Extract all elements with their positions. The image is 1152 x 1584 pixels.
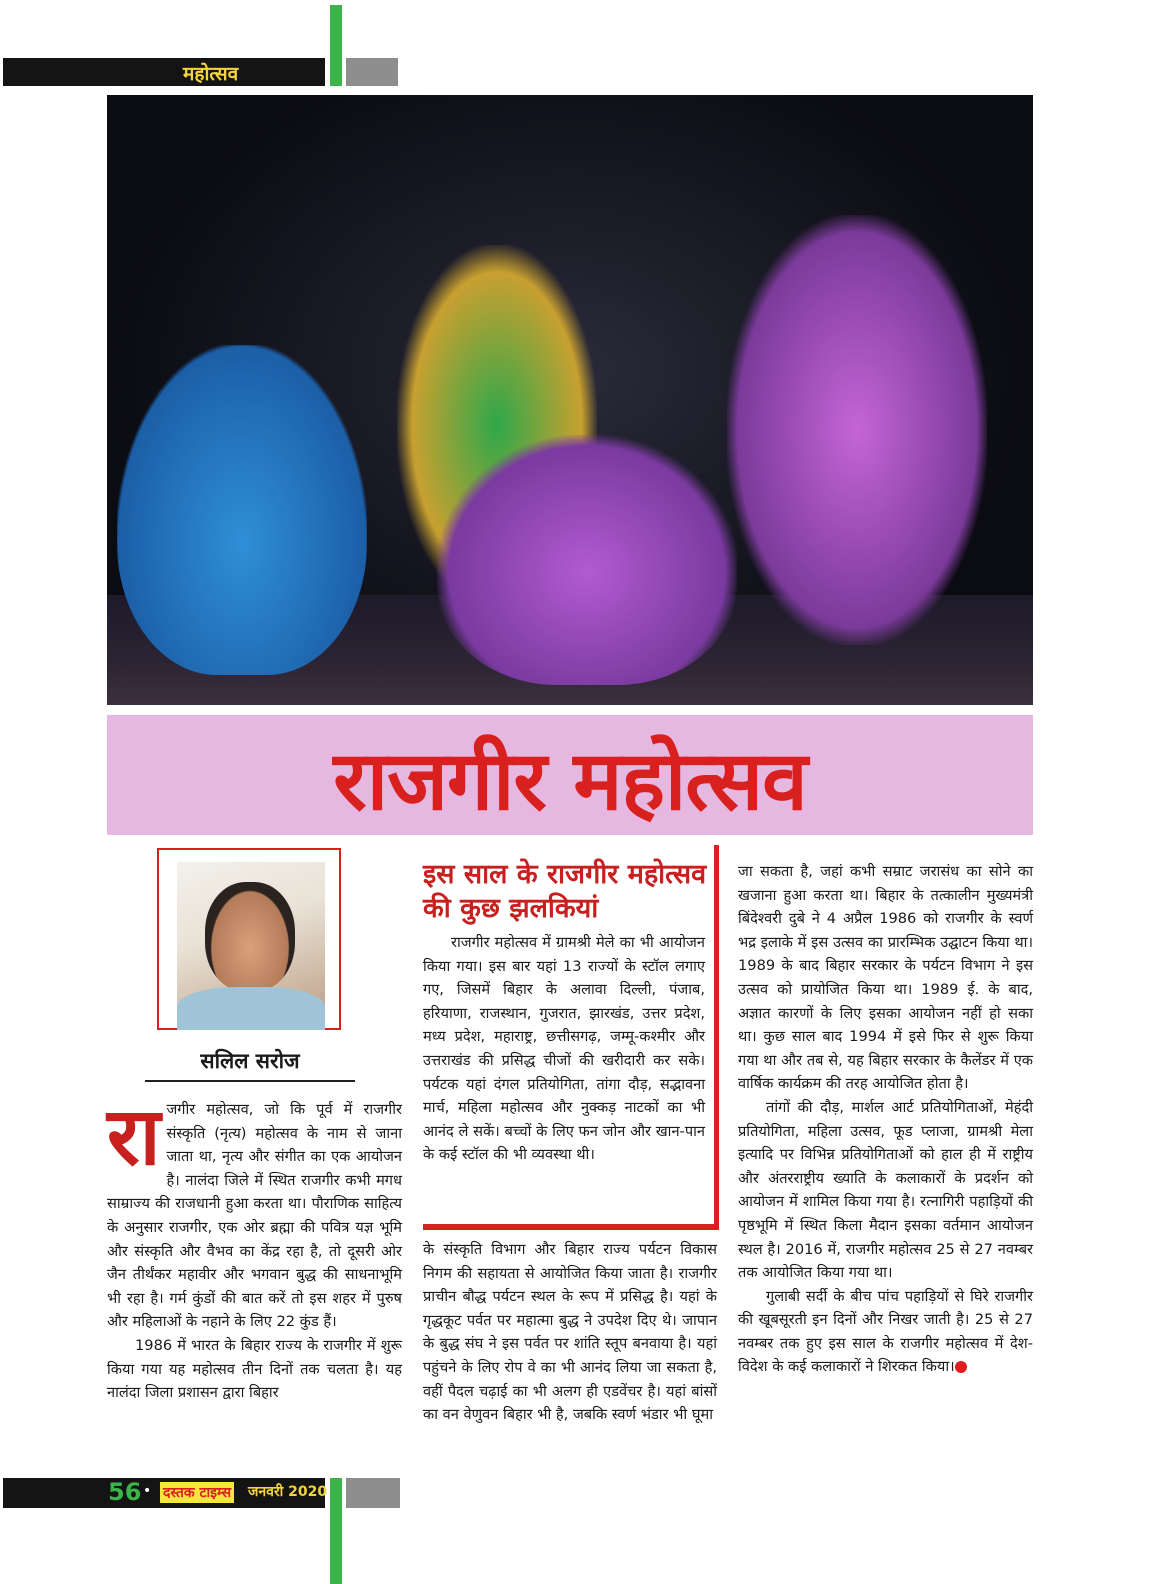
paragraph: जा सकता है, जहां कभी सम्राट जरासंध का सोने का खजाना हुआ करता था। बिहार के तत्कालीन मुख्यमंत्री बिंदेश्वरी दुबे ने 4 अप्रैल 1986 को राजगीर के स्वर्ण भद्र इलाके में इस उत्सव का प्रारम्भिक उद्घाटन किया था। 1989 के बाद बिहार सरकार के पर्यटन विभाग ने इस उत्सव को प्रायोजित किया था। 1989 ई. के बाद, अज्ञात कारणों के लिए इसका आयोजन नहीं हो सका था। कुछ साल बाद 1994 में इसे फिर से शुरू किया गया था और तब से, यह बिहार सरकार के कैलेंडर में एक वार्षिक कार्यक्रम की तरह आयोजित होता है।	[738, 863, 1033, 1093]
author-divider	[145, 1080, 355, 1082]
paragraph: के संस्कृति विभाग और बिहार राज्य पर्यटन विकास निगम की सहायता से आयोजित किया जाता है। राजगीर प्राचीन बौद्ध पर्यटन स्थल के रूप में प्रसिद्ध है। यहां के गृद्धकूट पर्वत पर महात्मा बुद्ध ने उपदेश दिए थे। जापान के बुद्ध संघ ने इस पर्वत पर शांति स्तूप बनवाया है। यहां पहुंचने के लिए रोप वे का भी आनंद लिया जा सकता है, वहीं पैदल चढ़ाई का भी अलग ही एडवेंचर है। यहां बांसों का वन वेणुवन बिहार भी है, जबकि स्वर्ण भंडार भी घूमा	[423, 1241, 717, 1424]
green-accent-bar	[330, 5, 342, 86]
paragraph-text: गुलाबी सर्दी के बीच पांच पहाड़ियों से घिरे राजगीर की खूबसूरती इन दिनों और निखर जाती है। 25 से 27 नवम्बर तक हुए इस साल के राजगीर महोत्सव में देश-विदेश के कई कलाकारों ने शिरकत किया।	[738, 1287, 1033, 1376]
gray-accent-block	[346, 58, 398, 86]
magazine-logo: दस्तक टाइम्स	[160, 1482, 234, 1503]
dancer-purple-right	[727, 215, 987, 645]
dancer-blue	[117, 345, 367, 675]
dancers-photo	[107, 95, 1033, 705]
author-head	[205, 882, 295, 992]
sidebar-box-text	[423, 931, 705, 1167]
column-2	[423, 1238, 717, 1427]
box-border-right	[714, 845, 719, 1230]
footer-separator: •	[143, 1483, 152, 1499]
page-number: 56	[108, 1478, 142, 1506]
paragraph: राजगीर महोत्सव में ग्रामश्री मेले का भी आयोजन किया गया। इस बार यहां 13 राज्यों के स्टॉल लगाए गए, जिसमें बिहार के अलावा दिल्ली, पंजाब, हरियाणा, राजस्थान, गुजरात, झारखंड, उत्तर प्रदेश, मध्य प्रदेश, महाराष्ट्र, छत्तीसगढ़, जम्मू-कश्मीर और उत्तराखंड की प्रसिद्ध चीजों की खरीदारी कर सके। पर्यटक यहां दंगल प्रतियोगिता, तांगा दौड़, सद्भावना मार्च, महिला महोत्सव और नुक्कड़ नाटकों का भी आनंद ले सकें। बच्चों के लिए फन जोन और खान-पान के कई स्टॉल की भी व्यवस्था थी।	[423, 934, 705, 1164]
section-label: महोत्सव	[183, 63, 239, 85]
end-mark-icon	[955, 1361, 967, 1373]
sidebar-box-heading: इस साल के राजगीर महोत्सव की कुछ झलकियां	[423, 859, 707, 924]
header-bar	[3, 58, 325, 86]
author-name: सलिल सरोज	[200, 1049, 300, 1073]
issue-date: जनवरी 2020	[248, 1484, 328, 1500]
drop-cap: रा	[107, 1090, 161, 1183]
column-3	[738, 860, 1033, 1379]
paragraph	[107, 1090, 402, 1334]
dancer-purple-seated	[437, 435, 737, 685]
paragraph-text: जगीर महोत्सव, जो कि पूर्व में राजगीर संस्कृति (नृत्य) महोत्सव के नाम से जाना जाता था, नृत्य और संगीत का एक आयोजन है। नालंदा जिले में स्थित राजगीर कभी मगध साम्राज्य की राजधानी हुआ करता था। पौराणिक साहित्य के अनुसार राजगीर, एक ओर ब्रह्मा की पवित्र यज्ञ भूमि और संस्कृति और वैभव का केंद्र रहा है, तो दूसरी ओर जैन तीर्थंकर महावीर और भगवान बुद्ध की साधनाभूमि भी रहा है। गर्म कुंडों की बात करें तो इस शहर में पुरुष और महिलाओं के नहाने के लिए 22 कुंड हैं।	[107, 1101, 402, 1331]
article-title: राजगीर महोत्सव	[333, 734, 807, 829]
column-1	[107, 1090, 402, 1405]
author-shirt	[177, 987, 325, 1030]
green-accent-bar	[330, 1478, 342, 1584]
author-photo	[177, 862, 325, 1030]
paragraph	[738, 1285, 1033, 1379]
gray-accent-block	[346, 1478, 400, 1508]
paragraph: 1986 में भारत के बिहार राज्य के राजगीर में शुरू किया गया यह महोत्सव तीन दिनों तक चलता है। यह नालंदा जिला प्रशासन द्वारा बिहार	[107, 1336, 402, 1402]
paragraph: तांगों की दौड़, मार्शल आर्ट प्रतियोगिताओं, मेहंदी प्रतियोगिता, महिला उत्सव, फूड प्लाजा, ग्रामश्री मेला इत्यादि पर विभिन्न प्रतियोगिताओं को हाल ही में राष्ट्रीय और अंतरराष्ट्रीय ख्याति के कलाकारों के प्रदर्शन को आयोजन में शामिल किया गया है। रत्नागिरी पहाड़ियों की पृष्ठभूमि में स्थित किला मैदान इसका वर्तमान आयोजन स्थल है। 2016 में, राजगीर महोत्सव 25 से 27 नवम्बर तक आयोजित किया गया था।	[738, 1098, 1033, 1282]
box-border-bottom	[423, 1224, 719, 1230]
